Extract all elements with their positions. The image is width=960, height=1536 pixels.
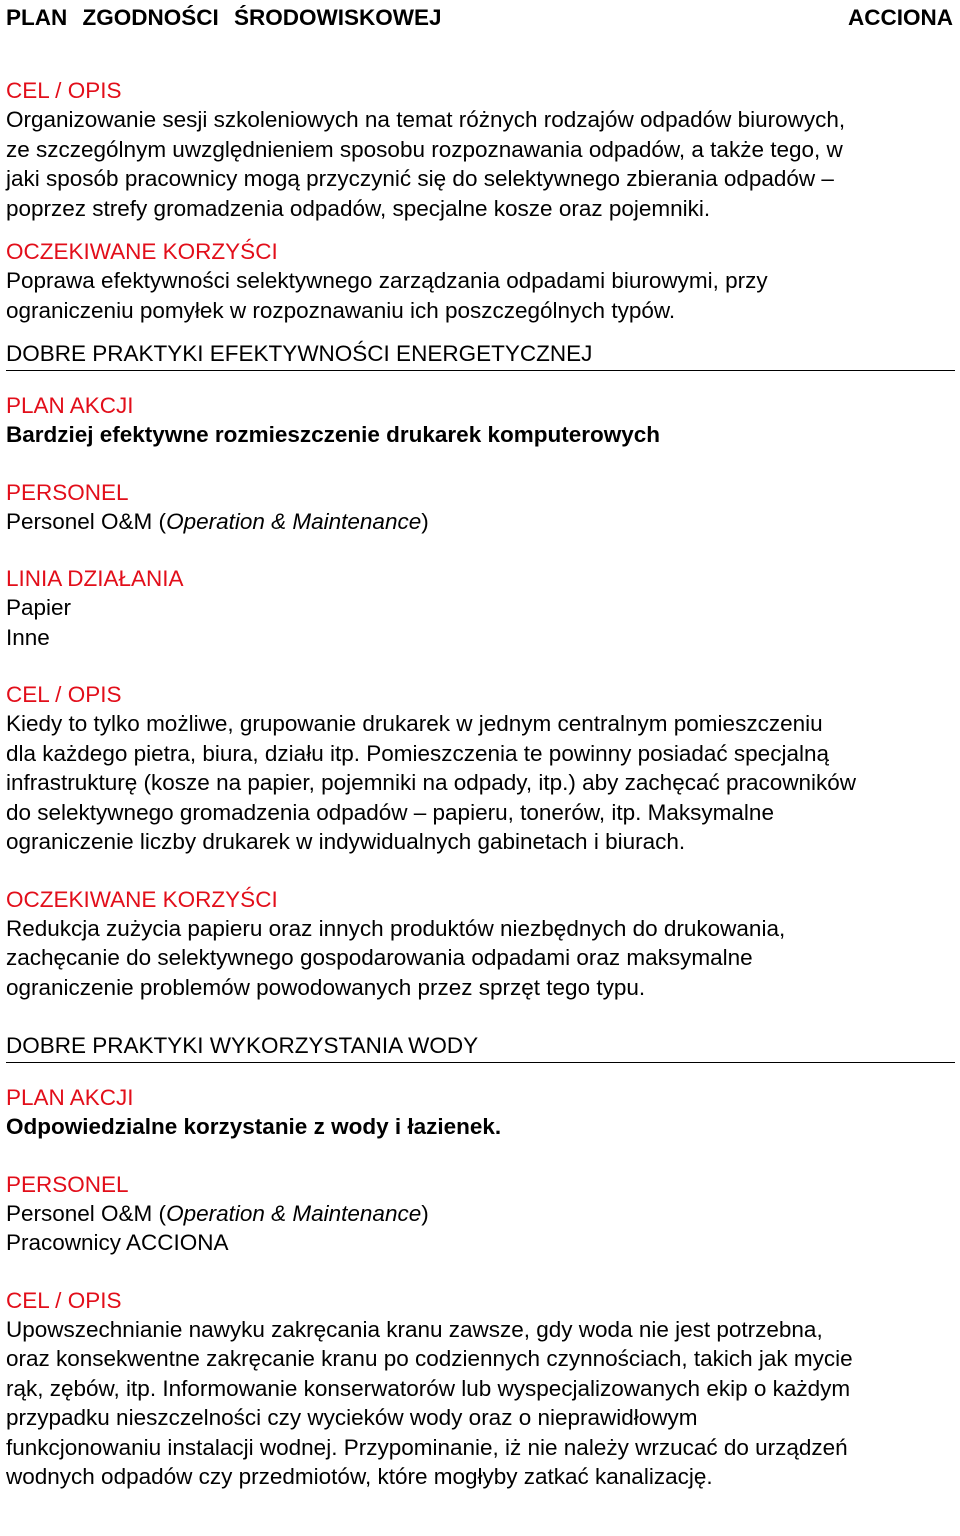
text-line: ze szczególnym uwzględnieniem sposobu rozpoznawania odpadów, a także tego, w <box>6 136 843 162</box>
linia-item: Inne <box>6 624 50 650</box>
text-line: rąk, zębów, itp. Informowanie konserwatorów lub wyspecjalizowanych ekip o każdym <box>6 1375 851 1401</box>
personel-italic: Operation & Maintenance <box>166 508 422 534</box>
personel-prefix: Personel O&M ( <box>6 1200 167 1226</box>
cel-opis-label: CEL / OPIS <box>6 682 122 707</box>
plan-akcji-label: PLAN AKCJI <box>6 393 134 418</box>
korzysci-text <box>6 914 955 1003</box>
cel-opis-label: CEL / OPIS <box>6 78 122 103</box>
section-heading-water: DOBRE PRAKTYKI WYKORZYSTANIA WODY <box>6 1031 955 1063</box>
cel-opis-label: CEL / OPIS <box>6 1287 122 1313</box>
personel-label: PERSONEL <box>6 479 129 505</box>
korzysci-label: OCZEKIWANE KORZYŚCI <box>6 886 278 912</box>
text-line: oraz konsekwentne zakręcanie kranu po codziennych czynnościach, takich jak mycie <box>6 1346 853 1371</box>
korzysci-label: OCZEKIWANE KORZYŚCI <box>6 239 278 264</box>
text-line: wodnych odpadów czy przedmiotów, które mogłyby zatkać kanalizację. <box>6 1464 713 1489</box>
text-line: Redukcja zużycia papieru oraz innych produktów niezbędnych do drukowania, <box>6 915 786 941</box>
section-water-usage <box>6 1031 955 1492</box>
cel-opis-text <box>6 709 955 857</box>
text-line: do selektywnego gromadzenia odpadów – papieru, tonerów, itp. Maksymalne <box>6 799 774 825</box>
linia-dzialania-label: LINIA DZIAŁANIA <box>6 566 184 591</box>
cel-opis-text <box>6 105 955 223</box>
text-line: jaki sposób pracownicy mogą przyczynić się do selektywnego zbierania odpadów – <box>6 166 834 191</box>
text-line: zachęcanie do selektywnego gospodarowania odpadami oraz maksymalne <box>6 945 753 970</box>
cel-opis-text <box>6 1315 955 1492</box>
brand-name: ACCIONA <box>848 5 953 30</box>
personel-label: PERSONEL <box>6 1171 129 1197</box>
text-line: Organizowanie sesji szkoleniowych na temat różnych rodzajów odpadów biurowych, <box>6 107 846 132</box>
plan-akcji-text: Bardziej efektywne rozmieszczenie drukarek komputerowych <box>6 422 660 447</box>
personel-text <box>6 1199 955 1229</box>
korzysci-text <box>6 266 955 325</box>
text-line: infrastrukturę (kosze na papier, pojemniki na odpady, itp.) aby zachęcać pracowników <box>6 770 857 795</box>
plan-akcji-label: PLAN AKCJI <box>6 1085 134 1110</box>
personel-suffix: ) <box>421 1200 429 1226</box>
text-line: ograniczeniu pomyłek w rozpoznawaniu ich poszczególnych typów. <box>6 297 676 323</box>
personel-text <box>6 507 955 537</box>
personel-prefix: Personel O&M ( <box>6 508 167 534</box>
personel-suffix: ) <box>421 508 429 534</box>
text-line: przypadku nieszczelności czy wycieków wody oraz o nieprawidłowym <box>6 1405 698 1430</box>
text-line: funkcjonowaniu instalacji wodnej. Przypominanie, iż nie należy wrzucać do urządzeń <box>6 1434 848 1460</box>
text-line: Kiedy to tylko możliwe, grupowanie drukarek w jednym centralnym pomieszczeniu <box>6 711 823 736</box>
document-title: PLAN ZGODNOŚCI ŚRODOWISKOWEJ <box>6 5 442 30</box>
section-heading-energy: DOBRE PRAKTYKI EFEKTYWNOŚCI ENERGETYCZNEJ <box>6 339 955 371</box>
personel-italic: Operation & Maintenance <box>166 1200 422 1226</box>
plan-akcji-text: Odpowiedzialne korzystanie z wody i łazienek. <box>6 1114 502 1139</box>
text-line: ograniczenie liczby drukarek w indywidualnych gabinetach i biurach. <box>6 829 686 854</box>
page-header <box>6 0 955 32</box>
text-line: poprzez strefy gromadzenia odpadów, specjalne kosze oraz pojemniki. <box>6 195 711 221</box>
text-line: dla każdego pietra, biura, działu itp. Pomieszczenia te powinny posiadać specjalną <box>6 740 829 766</box>
linia-item: Papier <box>6 595 72 620</box>
section-waste-training <box>6 76 955 325</box>
personel-text-2: Pracownicy ACCIONA <box>6 1230 229 1255</box>
text-line: Upowszechnianie nawyku zakręcania kranu zawsze, gdy woda nie jest potrzebna, <box>6 1316 823 1342</box>
section-energy-efficiency <box>6 339 955 1002</box>
text-line: ograniczenie problemów powodowanych przez sprzęt tego typu. <box>6 974 646 1000</box>
text-line: Poprawa efektywności selektywnego zarządzania odpadami biurowymi, przy <box>6 268 768 293</box>
